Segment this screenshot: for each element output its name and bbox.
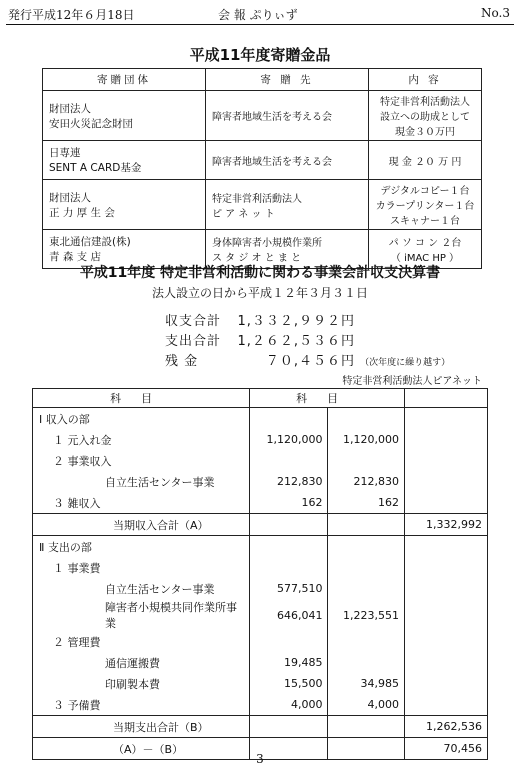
finance-amount-c bbox=[405, 694, 488, 716]
donation-donor-line: 正 力 厚 生 会 bbox=[49, 206, 115, 219]
finance-amount-c: 1,262,536 bbox=[405, 716, 488, 738]
finance-item-label: 自立生活センター事業 bbox=[33, 578, 250, 599]
donation-recipient-line: 身体障害者小規模作業所 bbox=[212, 238, 322, 249]
finance-row bbox=[33, 652, 488, 673]
finance-item-label: 当期支出合計（B） bbox=[33, 716, 250, 738]
finance-row bbox=[33, 578, 488, 599]
summary-note: （次年度に繰り越す） bbox=[360, 358, 451, 368]
donation-content-line: 設立への助成として bbox=[380, 112, 470, 123]
summary-label: 残 金 bbox=[165, 354, 199, 369]
summary-balance bbox=[165, 350, 450, 369]
donation-row bbox=[43, 141, 482, 180]
donation-content-line: スキャナー１台 bbox=[390, 216, 460, 227]
finance-amount-c bbox=[405, 599, 488, 631]
donation-donor-line: 安田火災記念財団 bbox=[49, 117, 133, 130]
summary-value: 1,３３２,９９２円 bbox=[237, 314, 355, 329]
finance-amount-b: 34,985 bbox=[328, 673, 405, 694]
finance-amount-a: 4,000 bbox=[250, 694, 328, 716]
donation-recipient-line: 障害者地域生活を考える会 bbox=[212, 156, 332, 168]
donation-donor bbox=[43, 180, 206, 230]
donation-recipient-line: 障害者地域生活を考える会 bbox=[212, 112, 332, 123]
finance-amount-a bbox=[250, 631, 328, 652]
finance-amount-b bbox=[328, 652, 405, 673]
finance-row bbox=[33, 694, 488, 716]
donations-col-content: 内 容 bbox=[369, 69, 482, 91]
donation-recipient bbox=[206, 180, 369, 230]
donation-donor bbox=[43, 141, 206, 180]
finance-col-item: 科目 bbox=[33, 389, 250, 408]
finance-amount-a: 577,510 bbox=[250, 578, 328, 599]
finance-row bbox=[33, 631, 488, 652]
finance-amount-b bbox=[328, 578, 405, 599]
organization-name: 特定非営利活動法人ピアネット bbox=[342, 376, 482, 387]
donations-table bbox=[42, 68, 482, 269]
finance-row bbox=[33, 471, 488, 492]
finance-amount-c bbox=[405, 471, 488, 492]
donation-content-line: パ ソ コ ン ２台 bbox=[388, 238, 462, 249]
donation-content bbox=[369, 141, 482, 180]
finance-row bbox=[33, 536, 488, 558]
finance-item-label: １ 元入れ金 bbox=[33, 429, 250, 450]
donation-recipient-line: ス タ ジ オ と ま と bbox=[212, 253, 302, 264]
finance-col-total bbox=[405, 389, 488, 408]
finance-amount-b: 4,000 bbox=[328, 694, 405, 716]
donation-content-line: （ iMAC HP ） bbox=[390, 253, 460, 264]
finance-amount-a: 15,500 bbox=[250, 673, 328, 694]
summary-income bbox=[165, 310, 355, 329]
finance-amount-c bbox=[405, 450, 488, 471]
page-header bbox=[0, 0, 520, 26]
finance-amount-c bbox=[405, 408, 488, 430]
donation-content-line: カラープリンター１台 bbox=[375, 201, 475, 212]
finance-item-label: 当期収入合計（A） bbox=[33, 514, 250, 536]
finance-item-label: 自立生活センター事業 bbox=[33, 471, 250, 492]
finance-row bbox=[33, 408, 488, 430]
report-title: 平成11年度 特定非営利活動に関わる事業会計収支決算書 bbox=[79, 265, 441, 281]
newsletter-name: 会 報 ぷりぃず bbox=[218, 8, 298, 22]
finance-row bbox=[33, 557, 488, 578]
issue-number: No.3 bbox=[481, 6, 510, 20]
report-period: 法人設立の日から平成１２年３月３１日 bbox=[151, 286, 368, 300]
finance-amount-c bbox=[405, 536, 488, 558]
finance-item-label: 通信運搬費 bbox=[33, 652, 250, 673]
finance-amount-b bbox=[328, 408, 405, 430]
finance-item-label: ３ 予備費 bbox=[33, 694, 250, 716]
summary-value: ７０,４５６円 bbox=[265, 354, 355, 369]
finance-row bbox=[33, 450, 488, 471]
donation-recipient bbox=[206, 141, 369, 180]
finance-amount-c: 1,332,992 bbox=[405, 514, 488, 536]
finance-amount-b bbox=[328, 536, 405, 558]
finance-amount-b: 212,830 bbox=[328, 471, 405, 492]
finance-amount-a bbox=[250, 557, 328, 578]
finance-amount-c bbox=[405, 652, 488, 673]
donations-col-recipient: 寄 贈 先 bbox=[206, 69, 369, 91]
donation-content-line: デジタルコピー１台 bbox=[380, 186, 470, 197]
donation-recipient bbox=[206, 91, 369, 141]
issue-date: 発行平成12年６月18日 bbox=[8, 8, 135, 22]
finance-amount-a: 646,041 bbox=[250, 599, 328, 631]
finance-row bbox=[33, 673, 488, 694]
finance-amount-a: 1,120,000 bbox=[250, 429, 328, 450]
finance-amount-b: 162 bbox=[328, 492, 405, 514]
donation-content bbox=[369, 180, 482, 230]
finance-row bbox=[33, 429, 488, 450]
finance-amount-b bbox=[328, 631, 405, 652]
donation-content-line: 現金３０万円 bbox=[395, 127, 455, 138]
finance-item-label: ２ 事業収入 bbox=[33, 450, 250, 471]
donations-title: 平成11年度寄贈金品 bbox=[189, 46, 331, 64]
page-number: 3 bbox=[256, 752, 264, 766]
finance-amount-c bbox=[405, 673, 488, 694]
finance-amount-c bbox=[405, 578, 488, 599]
finance-item-label: （A）－（B） bbox=[33, 738, 250, 760]
donation-donor-line: 日専連 bbox=[49, 147, 81, 159]
donation-recipient-line: 特定非営利活動法人 bbox=[212, 193, 302, 205]
donation-donor-line: 財団法人 bbox=[49, 102, 91, 115]
finance-amount-b bbox=[328, 716, 405, 738]
finance-amount-c bbox=[405, 557, 488, 578]
finance-item-label: １ 事業費 bbox=[33, 557, 250, 578]
finance-row bbox=[33, 599, 488, 631]
finance-item-label: ２ 管理費 bbox=[33, 631, 250, 652]
finance-amount-c bbox=[405, 429, 488, 450]
finance-item-label: 印刷製本費 bbox=[33, 673, 250, 694]
donation-donor-line: 東北通信建設(株) bbox=[49, 236, 131, 248]
finance-amount-b bbox=[328, 450, 405, 471]
finance-amount-c bbox=[405, 492, 488, 514]
finance-amount-a bbox=[250, 514, 328, 536]
finance-row bbox=[33, 716, 488, 738]
finance-amount-b: 1,120,000 bbox=[328, 429, 405, 450]
finance-item-label: 障害者小規模共同作業所事業 bbox=[33, 599, 250, 631]
finance-amount-a bbox=[250, 716, 328, 738]
donation-row bbox=[43, 180, 482, 230]
finance-amount-a bbox=[250, 408, 328, 430]
finance-amount-c: 70,456 bbox=[405, 738, 488, 760]
finance-amount-b bbox=[328, 514, 405, 536]
finance-item-label: ３ 雑収入 bbox=[33, 492, 250, 514]
donation-content-line: 現 金 ２０ 万 円 bbox=[388, 156, 462, 168]
donation-content bbox=[369, 91, 482, 141]
finance-amount-a bbox=[250, 450, 328, 471]
donation-donor bbox=[43, 91, 206, 141]
donation-donor-line: 財団法人 bbox=[49, 191, 91, 204]
finance-amount-a: 162 bbox=[250, 492, 328, 514]
donation-recipient-line: ピ ア ネ ッ ト bbox=[212, 208, 275, 220]
finance-amount-b bbox=[328, 557, 405, 578]
summary-value: 1,２６２,５３６円 bbox=[237, 334, 355, 349]
header-rule bbox=[6, 24, 514, 25]
finance-row bbox=[33, 492, 488, 514]
finance-row bbox=[33, 514, 488, 536]
donation-donor-line: 青 森 支 店 bbox=[49, 251, 102, 263]
finance-table bbox=[32, 388, 488, 760]
finance-amount-c bbox=[405, 631, 488, 652]
donation-donor-line: SENT A CARD基金 bbox=[49, 162, 142, 174]
finance-amount-a: 19,485 bbox=[250, 652, 328, 673]
donations-col-donor: 寄贈団体 bbox=[43, 69, 206, 91]
finance-col-item2: 科目 bbox=[250, 389, 405, 408]
finance-item-label: Ⅱ 支出の部 bbox=[33, 536, 250, 558]
summary-label: 収支合計 bbox=[165, 314, 222, 329]
donation-row bbox=[43, 91, 482, 141]
finance-amount-a bbox=[250, 536, 328, 558]
finance-amount-a: 212,830 bbox=[250, 471, 328, 492]
summary-label: 支出合計 bbox=[165, 334, 222, 349]
donation-content-line: 特定非営利活動法人 bbox=[380, 97, 470, 108]
finance-item-label: Ⅰ 収入の部 bbox=[33, 408, 250, 430]
finance-amount-b: 1,223,551 bbox=[328, 599, 405, 631]
summary-expense bbox=[165, 330, 355, 349]
